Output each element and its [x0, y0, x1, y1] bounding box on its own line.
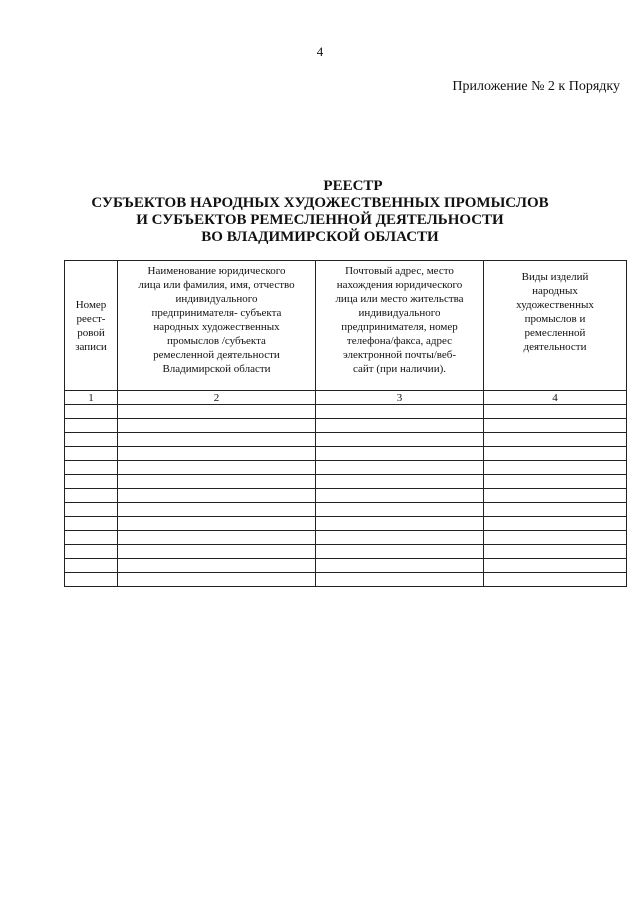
column-header-entity-name: [118, 261, 316, 391]
header-line: народных: [532, 285, 578, 297]
header-line: художественных: [516, 299, 594, 311]
table-cell: [118, 573, 316, 587]
table-cell: [118, 461, 316, 475]
table-cell: [65, 419, 118, 433]
table-cell: [118, 531, 316, 545]
table-row: [65, 433, 627, 447]
table-row: [65, 503, 627, 517]
table-cell: [316, 475, 484, 489]
table-cell: [118, 489, 316, 503]
column-number: 2: [118, 391, 316, 405]
table-header-row: [65, 261, 627, 391]
header-line: предпринимателя- субъекта: [151, 307, 282, 319]
table-row: [65, 531, 627, 545]
table-cell: [316, 461, 484, 475]
table-cell: [316, 573, 484, 587]
table-cell: [65, 503, 118, 517]
table-row: [65, 475, 627, 489]
header-line: промыслов и: [524, 313, 586, 325]
table-cell: [316, 503, 484, 517]
table-cell: [118, 433, 316, 447]
column-header-product-types: [484, 261, 627, 391]
column-number: 1: [65, 391, 118, 405]
table-cell: [65, 531, 118, 545]
table-row: [65, 419, 627, 433]
table-cell: [316, 419, 484, 433]
header-line: телефона/факса, адрес: [346, 335, 453, 347]
table-cell: [484, 503, 627, 517]
title-line: СУБЪЕКТОВ НАРОДНЫХ ХУДОЖЕСТВЕННЫХ ПРОМЫСЛОВ: [91, 195, 549, 211]
table-row: [65, 545, 627, 559]
table-cell: [484, 489, 627, 503]
header-line: предпринимателя, номер: [341, 321, 458, 333]
table-cell: [65, 461, 118, 475]
column-number: 4: [484, 391, 627, 405]
header-line: ремесленной: [524, 327, 586, 339]
table-cell: [65, 447, 118, 461]
table-row: [65, 461, 627, 475]
table-cell: [65, 405, 118, 419]
table-cell: [316, 405, 484, 419]
registry-table: [64, 260, 627, 587]
header-line: записи: [75, 340, 107, 353]
table-cell: [118, 517, 316, 531]
table-cell: [484, 475, 627, 489]
table-cell: [118, 559, 316, 573]
table-cell: [118, 545, 316, 559]
title-line: РЕЕСТР: [323, 178, 383, 194]
table-cell: [118, 405, 316, 419]
page-number: 4: [316, 44, 324, 59]
header-line: реест-: [76, 312, 106, 325]
table-cell: [316, 545, 484, 559]
header-line: народных художественных: [153, 321, 280, 333]
header-line: Наименование юридического: [147, 265, 286, 277]
table-cell: [484, 559, 627, 573]
header-line: индивидуального: [358, 307, 441, 319]
title-line: ВО ВЛАДИМИРСКОЙ ОБЛАСТИ: [201, 229, 439, 245]
table-cell: [484, 573, 627, 587]
column-number-row: [65, 391, 627, 405]
header-line: ровой: [77, 326, 105, 339]
table-cell: [484, 405, 627, 419]
header-line: промыслов /субъекта: [167, 335, 266, 347]
table-cell: [118, 475, 316, 489]
header-line: индивидуального: [175, 293, 258, 305]
table-row: [65, 447, 627, 461]
annex-label: Приложение № 2 к Порядку: [452, 79, 620, 94]
header-line: ремесленной деятельности: [153, 349, 280, 361]
table-cell: [316, 517, 484, 531]
column-header-address: [316, 261, 484, 391]
table-cell: [65, 545, 118, 559]
table-row: [65, 573, 627, 587]
table-cell: [316, 433, 484, 447]
table-cell: [65, 489, 118, 503]
header-line: электронной почты/веб-: [342, 349, 457, 361]
header-line: Почтовый адрес, место: [345, 265, 454, 277]
table-row: [65, 517, 627, 531]
header-line: сайт (при наличии).: [353, 363, 446, 375]
header-line: лица или место жительства: [335, 293, 464, 305]
table-cell: [484, 447, 627, 461]
table-cell: [65, 433, 118, 447]
table-cell: [484, 419, 627, 433]
table-cell: [316, 559, 484, 573]
table-cell: [484, 433, 627, 447]
table-row: [65, 559, 627, 573]
header-line: Виды изделий: [521, 271, 589, 283]
table-cell: [484, 517, 627, 531]
header-line: Номер: [75, 298, 107, 311]
table-cell: [316, 489, 484, 503]
table-cell: [484, 545, 627, 559]
column-header-record-number: [65, 261, 118, 391]
table-cell: [316, 447, 484, 461]
header-line: деятельности: [523, 341, 587, 353]
table-cell: [65, 517, 118, 531]
table-cell: [65, 573, 118, 587]
table-cell: [484, 461, 627, 475]
table-cell: [316, 531, 484, 545]
document-title: [0, 178, 640, 246]
header-line: Владимирской области: [162, 363, 271, 375]
header-line: нахождения юридического: [336, 279, 463, 291]
table-cell: [118, 447, 316, 461]
table-cell: [118, 503, 316, 517]
header-line: лица или фамилия, имя, отчество: [138, 279, 295, 291]
table-cell: [484, 531, 627, 545]
column-number: 3: [316, 391, 484, 405]
title-line: И СУБЪЕКТОВ РЕМЕСЛЕННОЙ ДЕЯТЕЛЬНОСТИ: [136, 212, 504, 228]
table-cell: [65, 559, 118, 573]
table-row: [65, 405, 627, 419]
table-row: [65, 489, 627, 503]
table-cell: [118, 419, 316, 433]
table-cell: [65, 475, 118, 489]
